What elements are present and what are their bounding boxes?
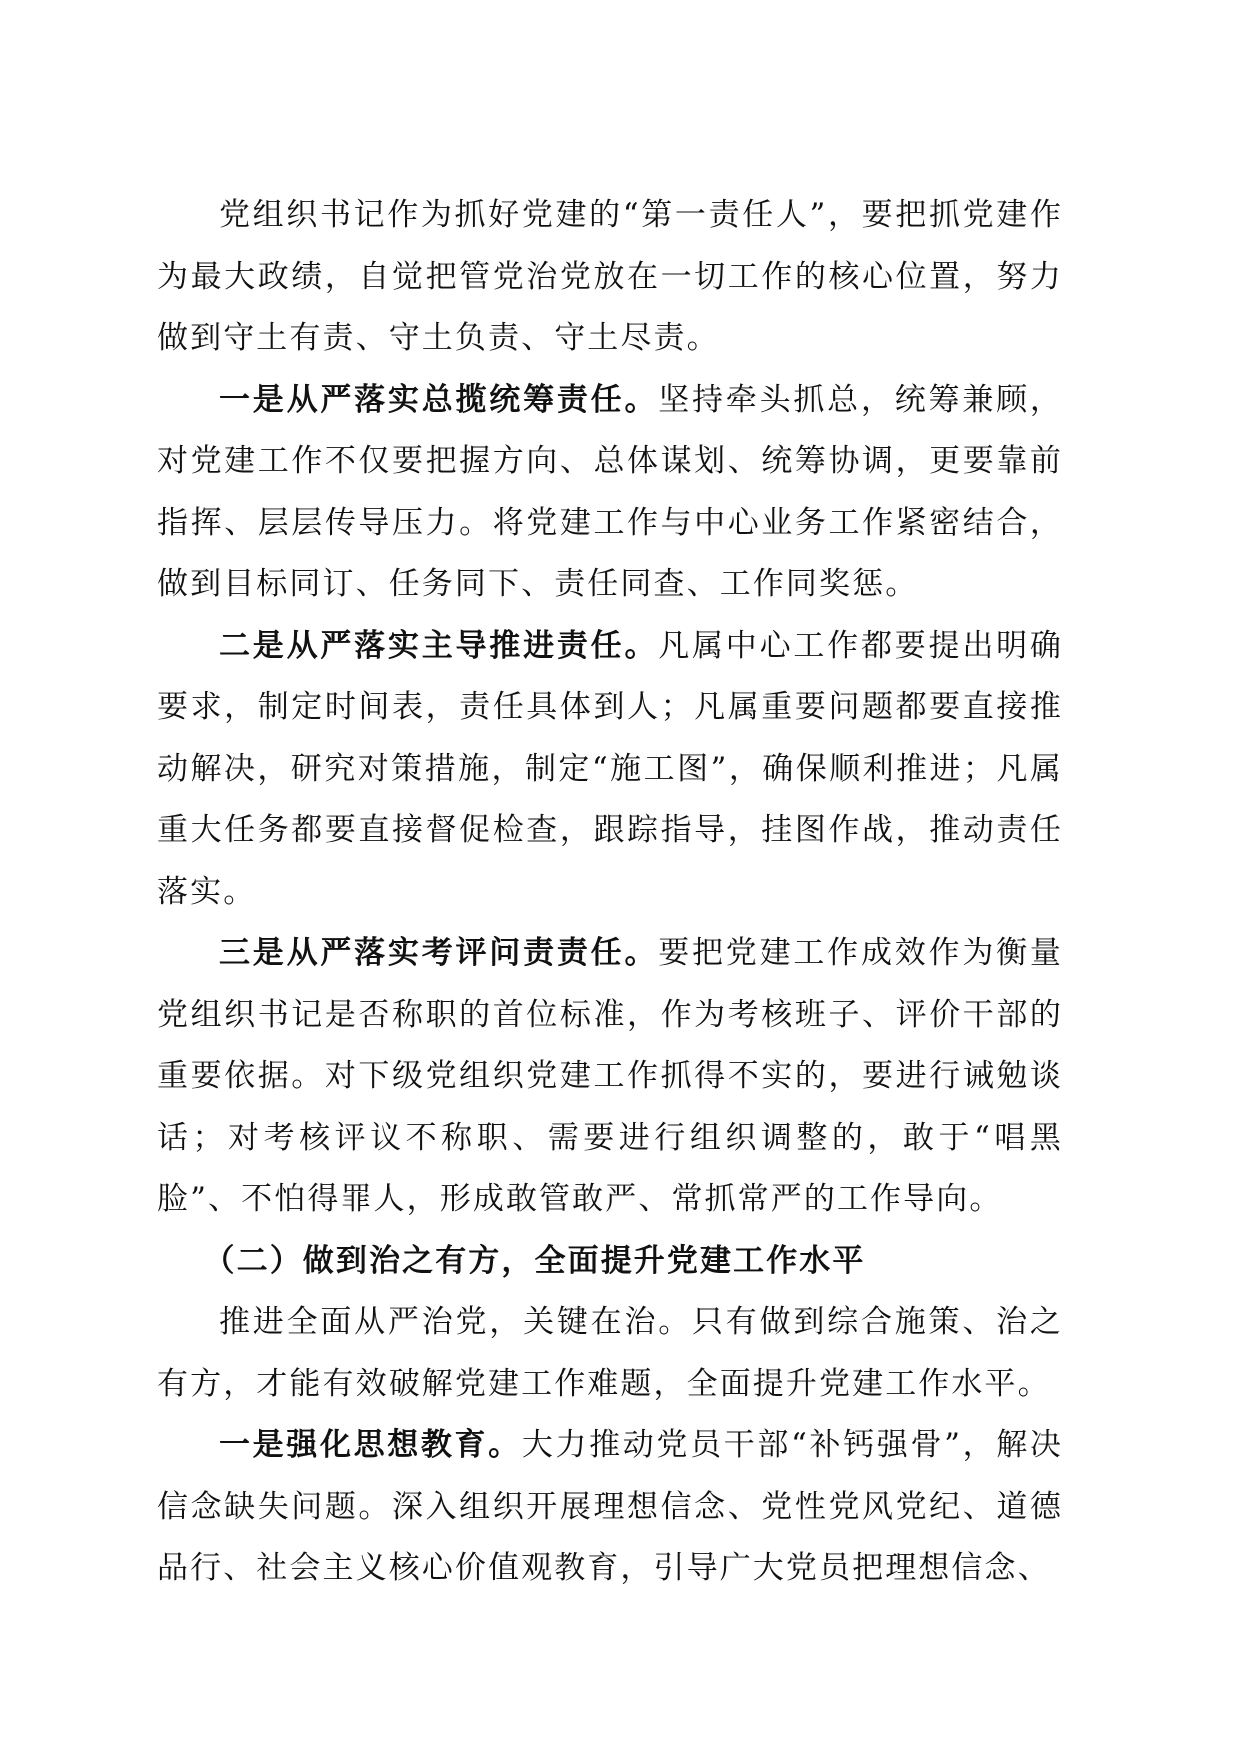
document-page bbox=[157, 185, 1063, 1600]
paragraph-lead: 三是从严落实考评问责责任。 bbox=[219, 935, 659, 971]
paragraph-body: 大力推动党员干部“补钙强骨”，解决信念缺失问题。深入组织开展理想信念、党性党风党纪、道德品行、社会主义核心价值观教育，引导广大党员把理想信念、 bbox=[157, 1427, 1063, 1586]
duty-paragraph-assessment bbox=[157, 923, 1063, 1231]
duty-paragraph-leading bbox=[157, 616, 1063, 924]
duty-paragraph-overall bbox=[157, 370, 1063, 616]
paragraph-lead: 二是从严落实主导推进责任。 bbox=[219, 627, 659, 664]
section-intro-paragraph: 推进全面从严治党，关键在治。只有做到综合施策、治之有方，才能有效破解党建工作难题，全面提升党建工作水平。 bbox=[157, 1304, 1063, 1402]
paragraph-lead: 一是从严落实总揽统筹责任。 bbox=[219, 381, 659, 418]
paragraph-body: 坚持牵头抓总，统筹兼顾，对党建工作不仅要把握方向、总体谋划、统筹协调，更要靠前指挥、层层传导压力。将党建工作与中心业务工作紧密结合，做到目标同订、任务同下、责任同查、工作同奖惩。 bbox=[157, 381, 1063, 602]
paragraph-lead: 一是强化思想教育。 bbox=[219, 1427, 522, 1463]
section-heading: （二）做到治之有方，全面提升党建工作水平 bbox=[203, 1242, 866, 1279]
intro-paragraph: 党组织书记作为抓好党建的“第一责任人”，要把抓党建作为最大政绩，自觉把管党治党放在一切工作的核心位置，努力做到守土有责、守土负责、守土尽责。 bbox=[157, 197, 1063, 356]
measure-paragraph-education bbox=[157, 1415, 1063, 1600]
paragraph-body: 凡属中心工作都要提出明确要求，制定时间表，责任具体到人；凡属重要问题都要直接推动解决，研究对策措施，制定“施工图”，确保顺利推进；凡属重大任务都要直接督促检查，跟踪指导，挂图作战，推动责任落实。 bbox=[157, 627, 1063, 910]
paragraph-body: 要把党建工作成效作为衡量党组织书记是否称职的首位标准，作为考核班子、评价干部的重要依据。对下级党组织党建工作抓得不实的，要进行诫勉谈话；对考核评议不称职、需要进行组织调整的，敢于“唱黑脸”、不怕得罪人，形成敢管敢严、常抓常严的工作导向。 bbox=[157, 935, 1063, 1217]
